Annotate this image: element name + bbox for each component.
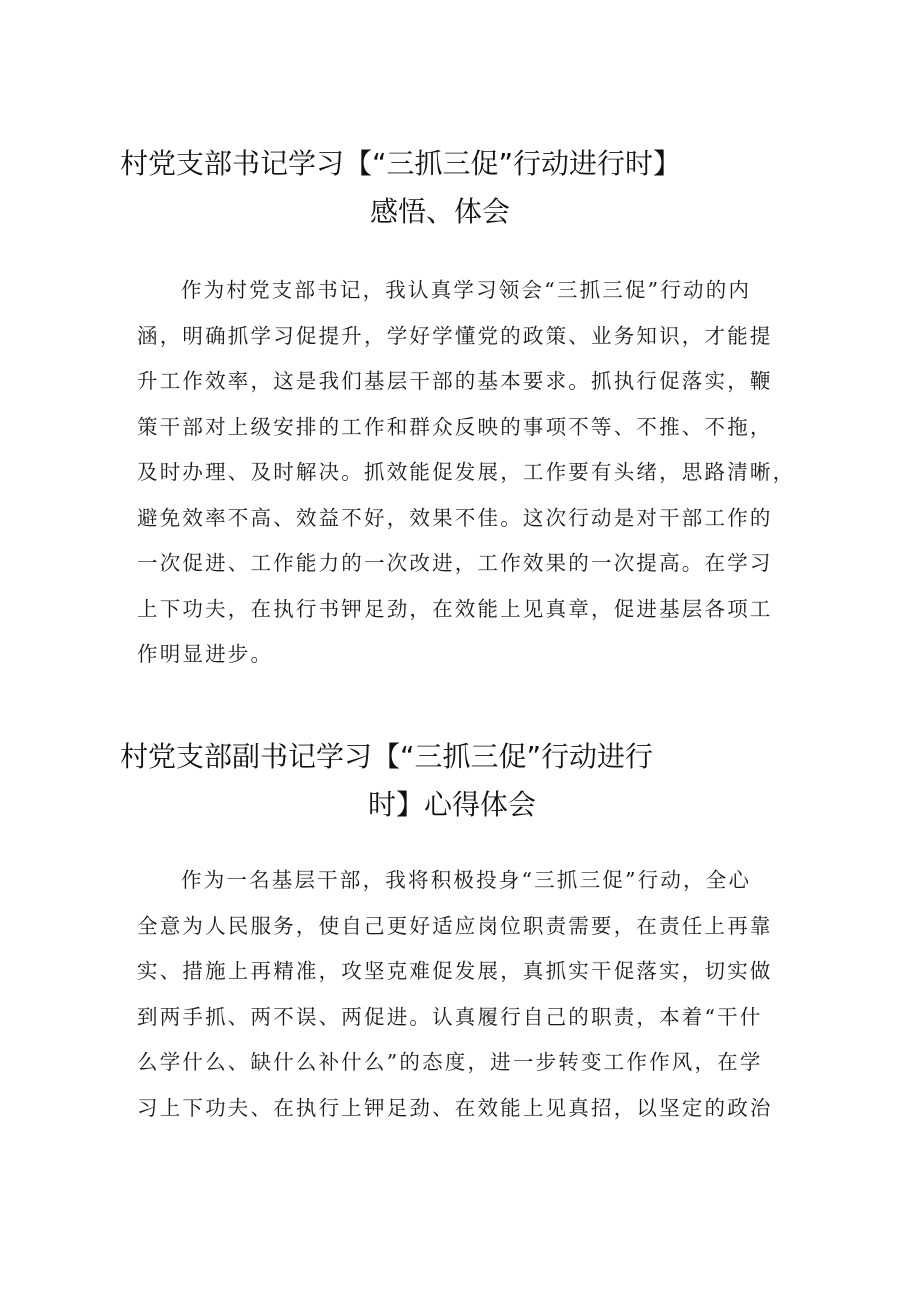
article-2-title-line-1: 村党支部副书记学习【“三抓三促”行动进行: [120, 740, 654, 773]
article-1-body-line-4: 策干部对上级安排的工作和群众反映的事项不等、不推、不拖，: [137, 414, 773, 439]
article-2-body-line-3: 实、措施上再精准，攻坚克难促发展，真抓实干促落实，切实做: [137, 959, 773, 983]
article-1-title-line-1: 村党支部书记学习【“三抓三促”行动进行时】: [120, 147, 682, 180]
article-2-body-line-2: 全意为人民服务，使自己更好适应岗位职责需要，在责任上再靠: [137, 913, 773, 938]
article-1-title: [120, 140, 800, 236]
article-1-body-line-7: 一次促进、工作能力的一次改进，工作效果的一次提高。在学习: [137, 551, 773, 575]
article-1-body-line-5: 及时办理、及时解决。抓效能促发展，工作要有头绪，思路清晰，: [137, 460, 796, 484]
article-1-body-line-2: 涵，明确抓学习促提升，学好学懂党的政策、业务知识，才能提: [137, 323, 773, 348]
article-2-title: [120, 733, 800, 829]
article-1-body-line-3: 升工作效率，这是我们基层干部的基本要求。抓执行促落实，鞭: [137, 369, 773, 393]
article-1-body-line-1: 作为村党支部书记，我认真学习领会“三抓三促”行动的内: [181, 278, 752, 302]
article-2-body-line-4: 到两手抓、两不误、两促进。认真履行自己的职责，本着“干什: [137, 1004, 763, 1029]
article-1-title-line-2: 感悟、体会: [370, 195, 511, 228]
article-1-body: [137, 268, 797, 678]
article-2-body-line-6: 习上下功夫、在执行上钾足劲、在效能上见真招，以坚定的政治: [137, 1095, 773, 1120]
article-2-title-line-2: 时】心得体会: [368, 788, 537, 821]
article-2-body: [137, 858, 797, 1131]
article-2-body-line-1: 作为一名基层干部，我将积极投身“三抓三促”行动，全心: [181, 868, 752, 892]
article-2-body-line-5: 么学什么、缺什么补什么”的态度，进一步转变工作作风，在学: [137, 1050, 763, 1074]
article-1-body-line-9: 作明显进步。: [137, 642, 274, 666]
article-1-body-line-6: 避免效率不高、效益不好，效果不佳。这次行动是对干部工作的: [137, 505, 773, 530]
article-1-body-line-8: 上下功夫，在执行书钾足劲，在效能上见真章，促进基层各项工: [137, 596, 773, 621]
